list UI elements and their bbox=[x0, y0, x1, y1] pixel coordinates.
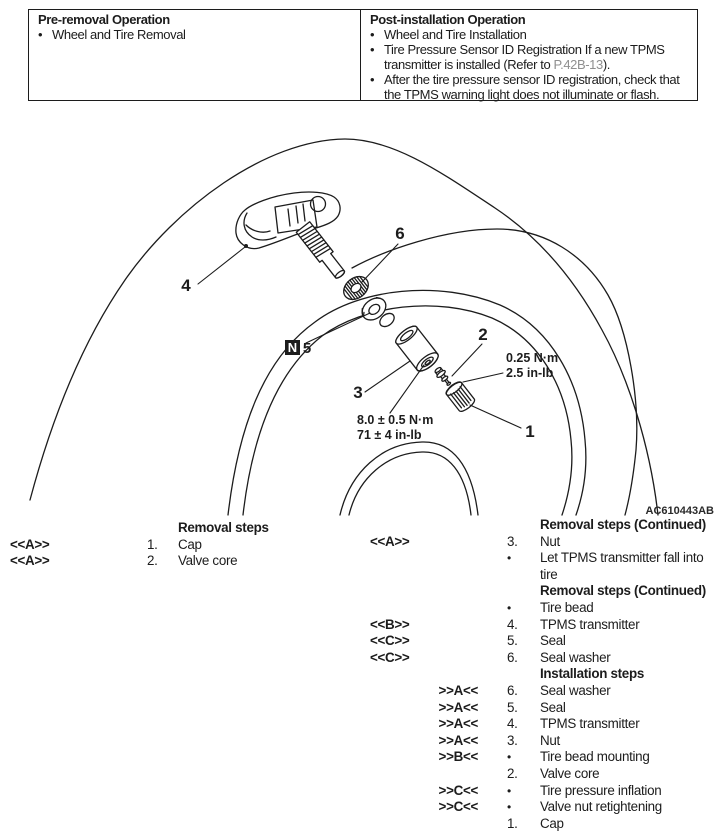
step-text-line: Let TPMS transmitter fall into bbox=[540, 550, 704, 566]
bullet-icon: • bbox=[507, 551, 511, 566]
step-row bbox=[370, 799, 719, 816]
step-marker: <<A>> bbox=[370, 533, 410, 549]
operation-item-line-text: the TPMS warning light does not illuminate or flash. bbox=[384, 86, 660, 102]
step-text-line: Nut bbox=[540, 732, 560, 748]
operation-item bbox=[38, 28, 354, 43]
operation-item-line-after: ). bbox=[602, 56, 610, 72]
step-row bbox=[370, 816, 719, 833]
leader-part2 bbox=[452, 344, 482, 376]
step-text-line: Valve core bbox=[540, 765, 600, 781]
label-6: 6 bbox=[395, 224, 405, 243]
leader-torque-core bbox=[463, 373, 503, 382]
step-text-line: TPMS transmitter bbox=[540, 616, 640, 632]
step-marker: <<A>> bbox=[10, 536, 50, 552]
step-text bbox=[540, 650, 719, 667]
operation-item-line-text: After the tire pressure sensor ID registration, check that bbox=[384, 71, 680, 87]
step-row bbox=[10, 537, 358, 554]
operation-item-line-text: Tire Pressure Sensor ID Registration If a new TPMS bbox=[384, 41, 665, 57]
operation-item-line bbox=[384, 28, 691, 43]
steps-header: Removal steps bbox=[178, 520, 269, 535]
step-number: 1. bbox=[147, 536, 158, 552]
step-marker: >>A<< bbox=[438, 699, 478, 715]
step-number: 2. bbox=[147, 553, 158, 569]
step-marker: <<B>> bbox=[370, 616, 410, 632]
step-marker: >>C<< bbox=[438, 799, 478, 815]
leader-part4-dot bbox=[244, 244, 248, 248]
tire-outline bbox=[30, 139, 658, 515]
step-text bbox=[178, 553, 358, 570]
step-row bbox=[370, 700, 719, 717]
step-text bbox=[540, 766, 719, 783]
bullet-icon: • bbox=[507, 800, 511, 815]
step-marker: <<A>> bbox=[10, 553, 50, 569]
step-text bbox=[540, 700, 719, 717]
operation-item-line bbox=[52, 28, 354, 43]
hub-dome-inner bbox=[349, 452, 471, 515]
label-2: 2 bbox=[478, 325, 488, 344]
pre-removal-title: Pre-removal Operation bbox=[38, 12, 170, 27]
step-number: 5. bbox=[507, 633, 518, 649]
step-text bbox=[540, 783, 719, 800]
bullet-icon: • bbox=[38, 26, 43, 42]
operation-item-line bbox=[384, 43, 691, 58]
step-number: 1. bbox=[507, 815, 518, 831]
step-marker: >>A<< bbox=[438, 716, 478, 732]
bullet-icon: • bbox=[507, 600, 511, 615]
step-number: 6. bbox=[507, 649, 518, 665]
bullet-icon: • bbox=[370, 71, 375, 87]
step-marker: <<C>> bbox=[370, 649, 410, 665]
step-text-line: Seal bbox=[540, 633, 566, 649]
label-1: 1 bbox=[525, 422, 535, 441]
step-number: 3. bbox=[507, 732, 518, 748]
torque-core-line2: 2.5 in-lb bbox=[506, 366, 554, 380]
step-text-line: TPMS transmitter bbox=[540, 716, 640, 732]
operation-item-line-text: Wheel and Tire Installation bbox=[384, 26, 527, 42]
step-row bbox=[370, 534, 719, 551]
step-text-line: tire bbox=[540, 566, 558, 582]
post-installation-cell bbox=[361, 10, 697, 100]
steps-header-row bbox=[370, 583, 719, 600]
wheel-rim bbox=[228, 229, 637, 515]
step-row bbox=[370, 716, 719, 733]
step-text-line: Tire bead bbox=[540, 599, 594, 615]
n-box-letter: N bbox=[287, 340, 298, 355]
step-row bbox=[10, 553, 358, 570]
label-4: 4 bbox=[181, 276, 191, 295]
step-number: 5. bbox=[507, 699, 518, 715]
operation-item-text bbox=[52, 28, 354, 43]
step-text-line: Valve nut retightening bbox=[540, 799, 662, 815]
step-marker: >>A<< bbox=[438, 732, 478, 748]
label-5: 5 bbox=[302, 340, 312, 357]
step-text-line: Seal washer bbox=[540, 682, 611, 698]
operation-item-text bbox=[384, 28, 691, 43]
step-text bbox=[540, 617, 719, 634]
torque-nut-line2: 71 ± 4 in-lb bbox=[357, 428, 422, 442]
step-marker: >>C<< bbox=[438, 782, 478, 798]
operation-item bbox=[370, 28, 691, 43]
step-row bbox=[370, 749, 719, 766]
part-4-tpms-transmitter bbox=[236, 192, 348, 281]
leader-torque-nut bbox=[390, 365, 424, 413]
step-row bbox=[370, 733, 719, 750]
steps-header: Installation steps bbox=[540, 666, 644, 682]
step-text bbox=[540, 633, 719, 650]
torque-core-line1: 0.25 N·m bbox=[506, 351, 559, 365]
step-text bbox=[540, 749, 719, 766]
step-text bbox=[540, 600, 719, 617]
removal-installation-steps-right-column bbox=[370, 517, 719, 832]
step-text bbox=[540, 716, 719, 733]
step-text bbox=[540, 550, 719, 583]
transmitter-valve-stem bbox=[296, 222, 348, 281]
step-marker: >>B<< bbox=[438, 749, 478, 765]
step-row bbox=[370, 783, 719, 800]
step-number: 4. bbox=[507, 616, 518, 632]
leader-part5 bbox=[306, 313, 370, 343]
leader-part4 bbox=[198, 247, 245, 284]
step-number: 3. bbox=[507, 533, 518, 549]
step-text-line: Valve core bbox=[178, 553, 238, 569]
operation-item-text bbox=[384, 73, 691, 103]
removal-steps-left-column bbox=[10, 520, 358, 570]
step-text-line: Seal bbox=[540, 699, 566, 715]
callout-labels bbox=[181, 224, 534, 441]
step-marker: <<C>> bbox=[370, 633, 410, 649]
operation-item-line bbox=[384, 58, 691, 73]
steps-header: Removal steps (Continued) bbox=[540, 583, 706, 599]
steps-header-row bbox=[370, 666, 719, 683]
step-marker: >>A<< bbox=[438, 682, 478, 698]
step-text-line: Nut bbox=[540, 533, 560, 549]
step-text bbox=[540, 733, 719, 750]
step-row bbox=[370, 550, 719, 583]
post-installation-items bbox=[370, 28, 691, 103]
operation-item bbox=[370, 43, 691, 73]
rim-edge-outer bbox=[228, 290, 586, 515]
steps-header-row bbox=[370, 517, 719, 534]
label-3: 3 bbox=[353, 383, 363, 402]
steps-header: Removal steps (Continued) bbox=[540, 517, 706, 532]
step-text bbox=[540, 799, 719, 816]
page-reference-link[interactable]: P.42B-13 bbox=[553, 56, 603, 72]
bullet-icon: • bbox=[507, 783, 511, 798]
step-text bbox=[540, 534, 719, 551]
step-text-line: Tire bead mounting bbox=[540, 749, 650, 765]
post-installation-title: Post-installation Operation bbox=[370, 12, 526, 27]
leader-part6 bbox=[362, 244, 398, 282]
step-row bbox=[370, 617, 719, 634]
step-row bbox=[370, 633, 719, 650]
step-text bbox=[540, 683, 719, 700]
tpms-exploded-diagram bbox=[0, 130, 720, 520]
operation-item-line bbox=[384, 88, 691, 103]
bullet-icon: • bbox=[507, 750, 511, 765]
step-row bbox=[370, 650, 719, 667]
operation-item-line-text: Wheel and Tire Removal bbox=[52, 26, 186, 42]
step-text bbox=[540, 816, 719, 833]
step-text-line: Cap bbox=[540, 815, 564, 831]
pre-removal-cell bbox=[29, 10, 361, 100]
step-row bbox=[370, 600, 719, 617]
leader-part1 bbox=[470, 405, 521, 428]
operation-table bbox=[28, 9, 698, 101]
step-text bbox=[178, 537, 358, 554]
steps-header-row bbox=[10, 520, 358, 537]
part-3-nut bbox=[393, 323, 441, 374]
operation-item-text bbox=[384, 43, 691, 73]
pre-removal-items bbox=[38, 28, 354, 43]
part-2-valve-core bbox=[433, 366, 453, 388]
operation-item bbox=[370, 73, 691, 103]
step-number: 2. bbox=[507, 765, 518, 781]
step-text-line: Tire pressure inflation bbox=[540, 782, 662, 798]
step-text-line: Seal washer bbox=[540, 649, 611, 665]
step-number: 4. bbox=[507, 716, 518, 732]
step-text-line: Cap bbox=[178, 536, 202, 552]
step-number: 6. bbox=[507, 682, 518, 698]
operation-item-line bbox=[384, 73, 691, 88]
bullet-icon: • bbox=[370, 41, 375, 57]
operation-item-line-text: transmitter is installed (Refer to bbox=[384, 56, 554, 72]
torque-nut-line1: 8.0 ± 0.5 N·m bbox=[357, 413, 434, 427]
bullet-icon: • bbox=[370, 26, 375, 42]
step-row bbox=[370, 683, 719, 700]
step-row bbox=[370, 766, 719, 783]
leader-part3 bbox=[365, 361, 410, 392]
figure-code: AC610443AB bbox=[645, 505, 714, 517]
